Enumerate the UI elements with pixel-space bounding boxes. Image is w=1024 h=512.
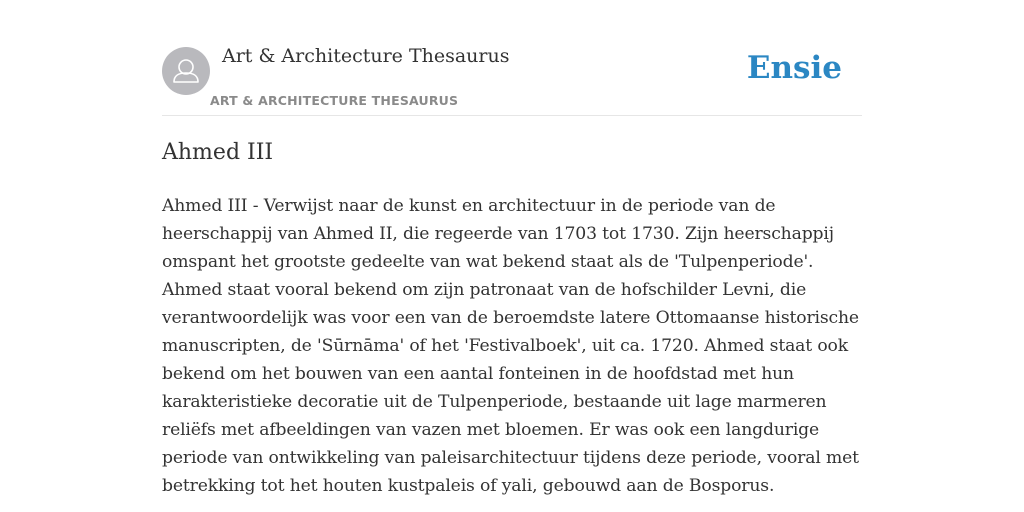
user-icon (162, 47, 210, 95)
source-subtitle[interactable]: ART & ARCHITECTURE THESAURUS (210, 93, 459, 108)
entry-body (162, 192, 862, 500)
body-line: verantwoordelijk was voor een van de beroemdste latere Ottomaanse historische (162, 308, 859, 328)
body-line: reliëfs met afbeeldingen van vazen met bloemen. Er was ook een langdurige (162, 420, 820, 440)
body-line: betrekking tot het houten kustpaleis of yali, gebouwd aan de Bosporus. (162, 476, 775, 496)
body-line: bekend om het bouwen van een aantal fonteinen in de hoofdstad met hun (162, 364, 794, 384)
entry-title: Ahmed III (162, 140, 274, 165)
body-line: manuscripten, de 'Sūrnāma' of het 'Festivalboek', uit ca. 1720. Ahmed staat ook (162, 336, 848, 356)
body-line: heerschappij van Ahmed II, die regeerde van 1703 tot 1730. Zijn heerschappij (162, 224, 834, 244)
body-line: periode van ontwikkeling van paleisarchitectuur tijdens deze periode, vooral met (162, 448, 859, 468)
body-line: Ahmed staat vooral bekend om zijn patronaat van de hofschilder Levni, die (162, 280, 807, 300)
source-avatar[interactable] (162, 47, 210, 95)
body-line: omspant het grootste gedeelte van wat bekend staat als de 'Tulpenperiode'. (162, 252, 814, 272)
brand-logo[interactable]: Ensie (746, 50, 842, 86)
source-title[interactable]: Art & Architecture Thesaurus (222, 45, 510, 67)
entry-header (162, 0, 862, 116)
body-line: Ahmed III - Verwijst naar de kunst en architectuur in de periode van de (162, 196, 776, 216)
body-line: karakteristieke decoratie uit de Tulpenperiode, bestaande uit lage marmeren (162, 392, 827, 412)
